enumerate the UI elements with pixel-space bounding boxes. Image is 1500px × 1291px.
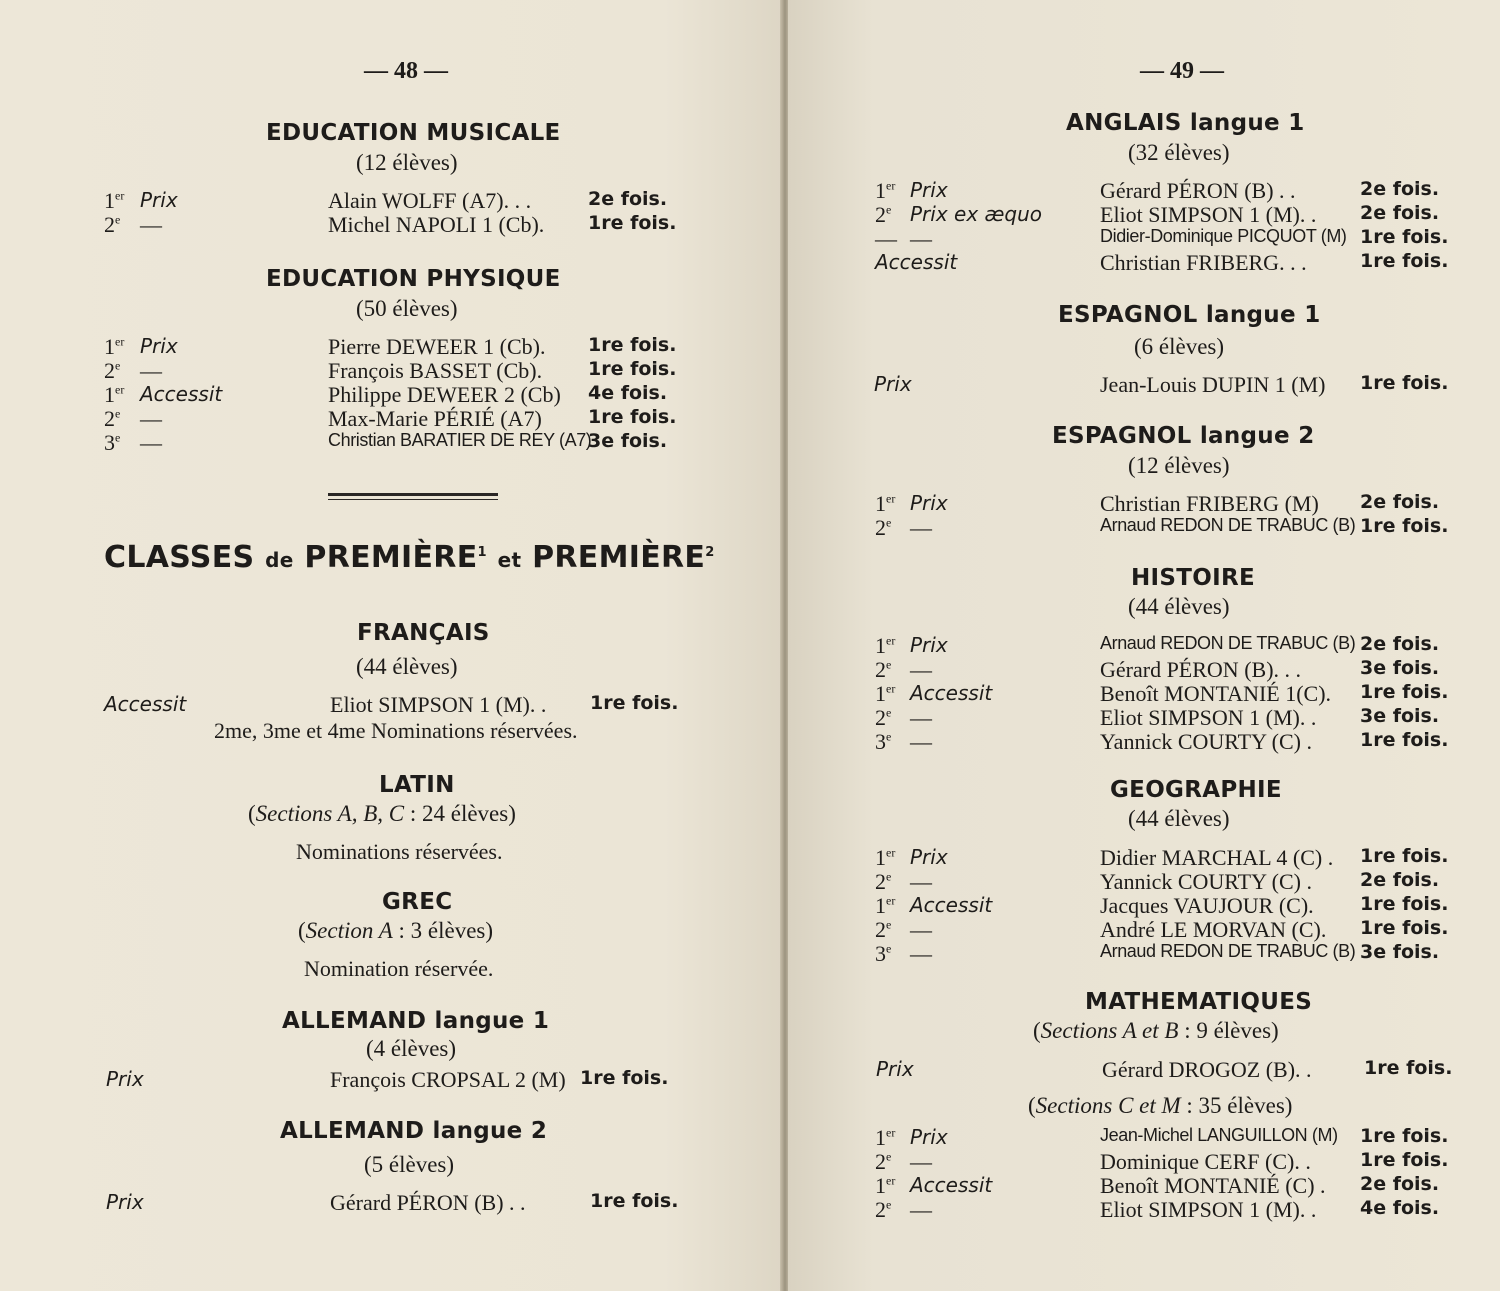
award-type: — (140, 358, 162, 383)
award-rank: 1er (875, 893, 896, 918)
award-rank: 1er (875, 491, 896, 516)
section-count: (Section A : 3 élèves) (298, 918, 494, 943)
times-count: 1re fois. (1360, 372, 1449, 394)
award-type: — (910, 657, 932, 682)
award-rank: 2e (875, 1149, 892, 1174)
award-type: Accessit (104, 692, 187, 716)
classes-heading (104, 540, 715, 575)
heading-sup: 2 (705, 545, 715, 560)
divider-rule (328, 493, 498, 496)
award-rank: 1er (104, 334, 125, 359)
times-count: 2e fois. (1360, 1173, 1440, 1195)
student-name: Christian BARATIER DE REY (A7) (328, 430, 592, 450)
student-name: Jacques VAUJOUR (C). (1100, 893, 1314, 918)
award-rank: 1er (875, 178, 896, 203)
award-rank: 1er (875, 845, 896, 870)
section-title-allemand-1: ALLEMAND langue 1 (282, 1008, 550, 1034)
section-count: (50 élèves) (356, 296, 458, 321)
student-name: Gérard PÉRON (B). . . (1100, 657, 1302, 682)
award-type: — (140, 430, 162, 455)
student-name: Max-Marie PÉRIÉ (A7) (328, 406, 542, 431)
section-title-latin: LATIN (379, 772, 455, 798)
count-italic: Sections A et B (1040, 1018, 1179, 1043)
student-name: Yannick COURTY (C) . (1100, 729, 1312, 754)
award-rank: 3e (104, 430, 121, 455)
student-name: Dominique CERF (C). . (1100, 1149, 1311, 1174)
student-name: François CROPSAL 2 (M) (330, 1067, 566, 1092)
award-type: Prix (910, 491, 948, 515)
award-rank: 2e (104, 212, 121, 237)
nominations-note: Nomination réservée. (304, 956, 494, 981)
student-name: Gérard PÉRON (B) . . (1100, 178, 1296, 203)
times-count: 2e fois. (1360, 633, 1440, 655)
award-type: Prix (876, 1057, 914, 1081)
award-rank: 2e (875, 657, 892, 682)
student-name: Arnaud REDON DE TRABUC (B) (1100, 941, 1356, 961)
times-count: 1re fois. (1360, 1125, 1449, 1147)
times-count: 2e fois. (1360, 202, 1440, 224)
student-name: Christian FRIBERG. . . (1100, 250, 1307, 275)
student-name: Philippe DEWEER 2 (Cb) (328, 382, 561, 407)
section-title-histoire: HISTOIRE (1131, 565, 1255, 591)
times-count: 3e fois. (1360, 941, 1440, 963)
award-rank: 2e (104, 358, 121, 383)
times-count: 1re fois. (1360, 1149, 1449, 1171)
page-number: — 49 — (1140, 58, 1224, 84)
award-type: Prix (910, 178, 948, 202)
times-count: 1re fois. (1360, 729, 1449, 751)
student-name: Didier-Dominique PICQUOT (M) (1100, 226, 1347, 246)
section-title-anglais-1: ANGLAIS langue 1 (1066, 110, 1305, 136)
times-count: 2e fois. (1360, 869, 1440, 891)
section-count: (Sections C et M : 35 élèves) (1028, 1093, 1293, 1118)
award-type: — (910, 729, 932, 754)
award-rank: 2e (875, 917, 892, 942)
student-name: Yannick COURTY (C) . (1100, 869, 1312, 894)
heading-text: PREMIÈRE (532, 540, 706, 575)
award-rank: 1er (875, 1173, 896, 1198)
award-type: Accessit (910, 681, 993, 705)
student-name: Michel NAPOLI 1 (Cb). (328, 212, 545, 237)
award-type: — (910, 226, 932, 251)
student-name: Benoît MONTANIÉ (C) . (1100, 1173, 1326, 1198)
count-rest: : 3 élèves) (398, 918, 494, 943)
award-rank: 2e (104, 406, 121, 431)
student-name: Jean-Louis DUPIN 1 (M) (1100, 372, 1326, 397)
award-type: — (910, 1149, 932, 1174)
award-rank: 2e (875, 515, 892, 540)
student-name: Pierre DEWEER 1 (Cb). (328, 334, 546, 359)
award-type: Prix (140, 188, 178, 212)
award-type: Prix (106, 1067, 144, 1091)
count-rest: : 35 élèves) (1186, 1093, 1293, 1118)
times-count: 4e fois. (588, 382, 668, 404)
section-title-allemand-2: ALLEMAND langue 2 (280, 1118, 548, 1144)
section-title-grec: GREC (382, 889, 453, 915)
award-rank: 3e (875, 729, 892, 754)
award-rank: 1er (104, 188, 125, 213)
award-type: Prix (910, 1125, 948, 1149)
nominations-note: 2me, 3me et 4me Nominations réservées. (214, 718, 578, 743)
student-name: Eliot SIMPSON 1 (M). . (1100, 202, 1317, 227)
divider-rule (328, 499, 498, 500)
award-type: — (910, 515, 932, 540)
times-count: 1re fois. (588, 334, 677, 356)
count-italic: Sections A, B, C (255, 801, 405, 826)
heading-text: et (497, 548, 522, 572)
section-count: (Sections A, B, C : 24 élèves) (248, 801, 516, 826)
award-type: Prix (106, 1190, 144, 1214)
times-count: 1re fois. (580, 1067, 669, 1089)
times-count: 3e fois. (1360, 657, 1440, 679)
section-title-francais: FRANÇAIS (357, 620, 490, 646)
award-rank: 1er (875, 1125, 896, 1150)
student-name: François BASSET (Cb). (328, 358, 543, 383)
count-italic: Sections C et M (1035, 1093, 1181, 1118)
student-name: Gérard DROGOZ (B). . (1102, 1057, 1312, 1082)
times-count: 1re fois. (590, 692, 679, 714)
heading-sup: 1 (477, 545, 487, 560)
section-title-education-physique: EDUCATION PHYSIQUE (266, 266, 561, 292)
award-type: Prix (910, 845, 948, 869)
times-count: 1re fois. (590, 1190, 679, 1212)
heading-text: PREMIÈRE (304, 540, 478, 575)
section-count: (5 élèves) (364, 1152, 455, 1177)
student-name: Eliot SIMPSON 1 (M). . (1100, 1197, 1317, 1222)
section-count: (6 élèves) (1134, 334, 1225, 359)
student-name: Eliot SIMPSON 1 (M). . (330, 692, 547, 717)
student-name: Didier MARCHAL 4 (C) . (1100, 845, 1334, 870)
times-count: 1re fois. (588, 212, 677, 234)
award-rank: 2e (875, 202, 892, 227)
times-count: 3e fois. (588, 430, 668, 452)
page-number: — 48 — (364, 58, 448, 84)
student-name: Jean-Michel LANGUILLON (M) (1100, 1125, 1338, 1145)
nominations-note: Nominations réservées. (296, 839, 503, 864)
section-count: (44 élèves) (356, 654, 458, 679)
section-title-espagnol-2: ESPAGNOL langue 2 (1052, 423, 1315, 449)
student-name: Eliot SIMPSON 1 (M). . (1100, 705, 1317, 730)
section-count: (12 élèves) (356, 150, 458, 175)
section-title-geographie: GEOGRAPHIE (1110, 777, 1282, 803)
award-type: — (910, 1197, 932, 1222)
award-type: — (910, 917, 932, 942)
count-italic: Section A (305, 918, 393, 943)
award-rank: 2e (875, 705, 892, 730)
times-count: 1re fois. (1360, 681, 1449, 703)
times-count: 1re fois. (588, 358, 677, 380)
award-type: Accessit (140, 382, 223, 406)
award-type: Accessit (910, 893, 993, 917)
times-count: 1re fois. (1360, 226, 1449, 248)
section-title-espagnol-1: ESPAGNOL langue 1 (1058, 302, 1321, 328)
award-rank: 1er (875, 681, 896, 706)
count-rest: : 24 élèves) (409, 801, 516, 826)
award-type: — (910, 869, 932, 894)
award-rank: 2e (875, 869, 892, 894)
section-title-mathematiques: MATHEMATIQUES (1085, 989, 1313, 1015)
times-count: 4e fois. (1360, 1197, 1440, 1219)
award-rank: 1er (104, 382, 125, 407)
student-name: André LE MORVAN (C). (1100, 917, 1327, 942)
award-type: — (140, 406, 162, 431)
count-rest: : 9 élèves) (1184, 1018, 1279, 1043)
times-count: 1re fois. (1360, 893, 1449, 915)
student-name: Arnaud REDON DE TRABUC (B) (1100, 515, 1356, 535)
award-type: Accessit (875, 250, 958, 274)
times-count: 1re fois. (1360, 845, 1449, 867)
award-type: Prix (910, 633, 948, 657)
times-count: 1re fois. (1360, 515, 1449, 537)
times-count: 2e fois. (1360, 491, 1440, 513)
times-count: 2e fois. (1360, 178, 1440, 200)
student-name: Gérard PÉRON (B) . . (330, 1190, 526, 1215)
award-rank: — (875, 226, 897, 251)
award-type: Accessit (910, 1173, 993, 1197)
section-count: (44 élèves) (1128, 594, 1230, 619)
award-type: — (910, 941, 932, 966)
section-count: (4 élèves) (366, 1036, 457, 1061)
section-count: (12 élèves) (1128, 453, 1230, 478)
times-count: 2e fois. (588, 188, 668, 210)
award-rank: 1er (875, 633, 896, 658)
award-type: Prix (140, 334, 178, 358)
award-rank: 2e (875, 1197, 892, 1222)
times-count: 1re fois. (1364, 1057, 1453, 1079)
section-count: (44 élèves) (1128, 806, 1230, 831)
student-name: Alain WOLFF (A7). . . (328, 188, 532, 213)
student-name: Benoît MONTANIÉ 1(C). (1100, 681, 1332, 706)
right-page (788, 0, 1500, 1291)
times-count: 1re fois. (1360, 917, 1449, 939)
heading-text: de (265, 548, 294, 572)
award-rank: 3e (875, 941, 892, 966)
times-count: 1re fois. (1360, 250, 1449, 272)
heading-text: CLASSES (104, 540, 255, 575)
student-name: Christian FRIBERG (M) (1100, 491, 1319, 516)
section-count: (Sections A et B : 9 élèves) (1033, 1018, 1279, 1043)
section-count: (32 élèves) (1128, 140, 1230, 165)
times-count: 3e fois. (1360, 705, 1440, 727)
student-name: Arnaud REDON DE TRABUC (B) (1100, 633, 1356, 653)
award-type: — (910, 705, 932, 730)
times-count: 1re fois. (588, 406, 677, 428)
award-type: Prix (874, 372, 912, 396)
section-title-education-musicale: EDUCATION MUSICALE (266, 120, 561, 146)
award-type: Prix ex æquo (910, 202, 1043, 226)
award-type: — (140, 212, 162, 237)
